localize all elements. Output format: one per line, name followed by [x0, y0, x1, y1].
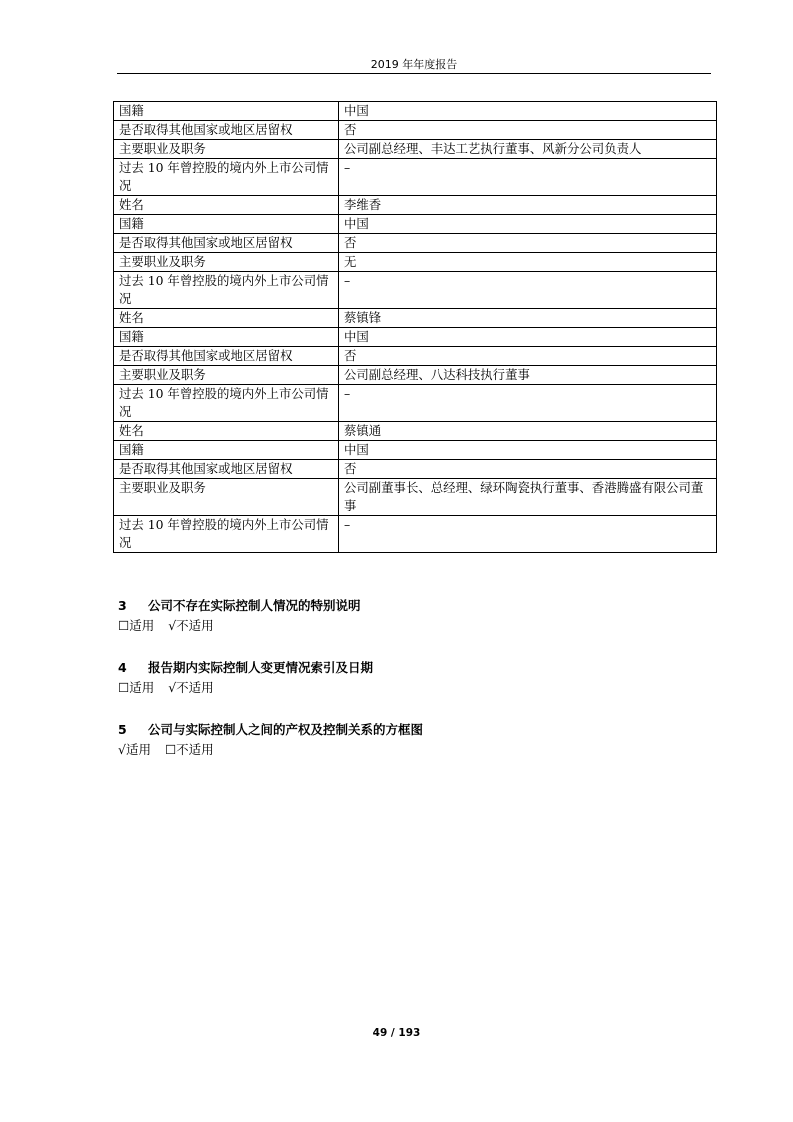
table-row: [114, 102, 717, 121]
row-value: 中国: [339, 328, 717, 347]
row-label: 过去 10 年曾控股的境内外上市公司情况: [114, 159, 339, 196]
table-row: [114, 140, 717, 159]
table-row: [114, 422, 717, 441]
section-5-option-applicable: √适用: [118, 742, 151, 757]
row-value: 公司副总经理、丰达工艺执行董事、风新分公司负责人: [339, 140, 717, 159]
table-row: [114, 441, 717, 460]
controller-info-table: [113, 101, 717, 553]
row-label: 是否取得其他国家或地区居留权: [114, 121, 339, 140]
section-4-option-not-applicable: √不适用: [168, 680, 214, 695]
row-label: 过去 10 年曾控股的境内外上市公司情况: [114, 272, 339, 309]
row-label: 国籍: [114, 102, 339, 121]
row-value: 中国: [339, 102, 717, 121]
table-row: [114, 366, 717, 385]
row-label: 是否取得其他国家或地区居留权: [114, 347, 339, 366]
row-label: 姓名: [114, 309, 339, 328]
sections-block: [118, 596, 718, 760]
row-value: 蔡镇通: [339, 422, 717, 441]
section-4-title: 4 报告期内实际控制人变更情况索引及日期: [118, 660, 374, 675]
section-5-options: [118, 740, 718, 760]
row-value: 李维香: [339, 196, 717, 215]
row-label: 主要职业及职务: [114, 140, 339, 159]
row-label: 姓名: [114, 196, 339, 215]
table-row: [114, 460, 717, 479]
row-label: 过去 10 年曾控股的境内外上市公司情况: [114, 385, 339, 422]
row-value: 否: [339, 347, 717, 366]
table-row: [114, 309, 717, 328]
row-label: 主要职业及职务: [114, 253, 339, 272]
row-label: 是否取得其他国家或地区居留权: [114, 460, 339, 479]
section-5-title: 5 公司与实际控制人之间的产权及控制关系的方框图: [118, 722, 424, 737]
table-row: [114, 215, 717, 234]
page-header: 2019 年年度报告: [370, 58, 458, 71]
row-value: –: [339, 272, 717, 309]
section-3-option-not-applicable: √不适用: [168, 618, 214, 633]
table-row: [114, 385, 717, 422]
table-row: [114, 159, 717, 196]
table-row: [114, 328, 717, 347]
row-value: 否: [339, 234, 717, 253]
section-5-option-not-applicable: ☐不适用: [164, 742, 214, 757]
row-label: 是否取得其他国家或地区居留权: [114, 234, 339, 253]
row-value: 蔡镇锋: [339, 309, 717, 328]
row-label: 国籍: [114, 328, 339, 347]
row-value: –: [339, 516, 717, 553]
header-rule: [117, 73, 711, 74]
table-row: [114, 253, 717, 272]
table-row: [114, 121, 717, 140]
row-value: 中国: [339, 215, 717, 234]
table-row: [114, 516, 717, 553]
table-row: [114, 196, 717, 215]
section-3-options: [118, 616, 718, 636]
row-value: 中国: [339, 441, 717, 460]
section-3-title: 3 公司不存在实际控制人情况的特别说明: [118, 598, 361, 613]
section-4-option-applicable: ☐适用: [118, 680, 155, 695]
row-value: –: [339, 159, 717, 196]
row-value: 否: [339, 460, 717, 479]
table-row: [114, 479, 717, 516]
section-4-options: [118, 678, 718, 698]
row-label: 主要职业及职务: [114, 479, 339, 516]
row-label: 国籍: [114, 215, 339, 234]
row-label: 姓名: [114, 422, 339, 441]
row-value: 公司副总经理、八达科技执行董事: [339, 366, 717, 385]
row-value: 公司副董事长、总经理、绿环陶瓷执行董事、香港腾盛有限公司董事: [339, 479, 717, 516]
table-row: [114, 234, 717, 253]
section-3-option-applicable: ☐适用: [118, 618, 155, 633]
row-label: 主要职业及职务: [114, 366, 339, 385]
row-label: 过去 10 年曾控股的境内外上市公司情况: [114, 516, 339, 553]
table-row: [114, 347, 717, 366]
row-value: 无: [339, 253, 717, 272]
row-value: 否: [339, 121, 717, 140]
page-number: 49 / 193: [372, 1027, 421, 1039]
row-label: 国籍: [114, 441, 339, 460]
table-row: [114, 272, 717, 309]
row-value: –: [339, 385, 717, 422]
